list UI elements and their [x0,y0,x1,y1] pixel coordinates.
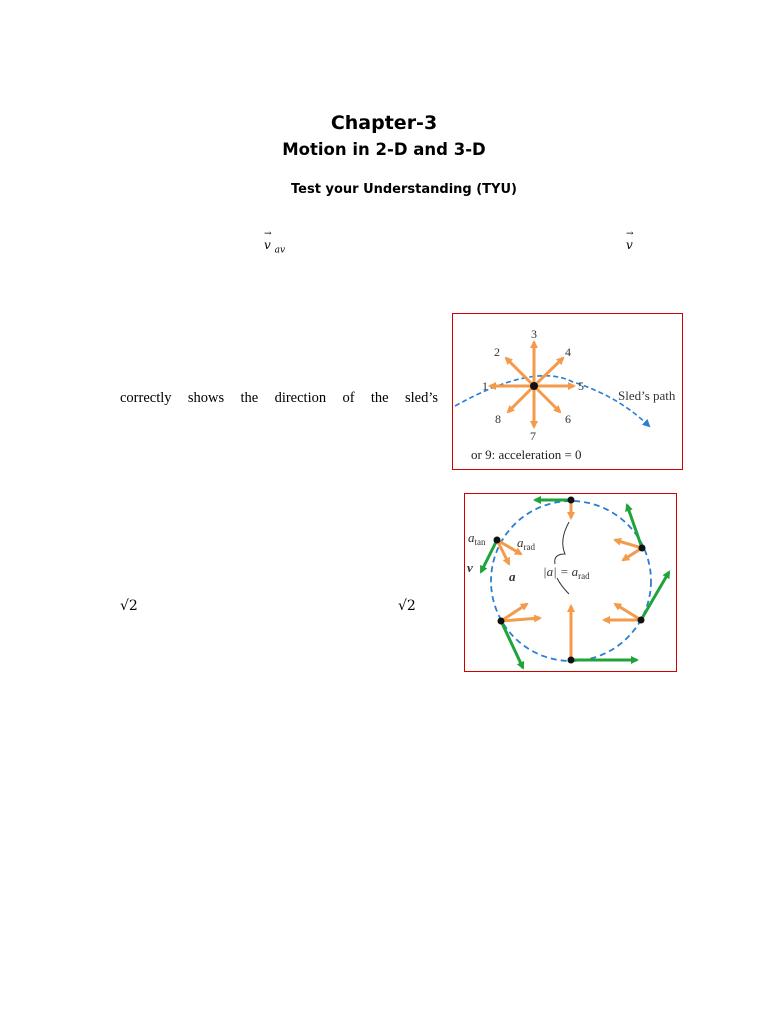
sqrt-two-left: √2 [120,598,138,614]
circular-figure-svg [465,494,676,671]
vav-base: v [264,238,271,252]
radial-arrow-right-top [615,540,642,548]
label-1: 1 [482,379,488,393]
average-velocity-symbol: → v $_{av}$ [264,229,286,256]
particle-right-bottom [638,617,645,624]
arrow-6 [534,386,560,412]
sled-dot [530,382,538,390]
acceleration-zero-caption: or 9: acceleration = 0 [471,447,582,462]
velocity-arrow-left-bottom [501,621,523,668]
label-2: 2 [494,345,500,359]
particle-right-top [639,545,646,552]
arrow-4 [534,358,563,386]
label-5: 5 [578,379,584,393]
velocity-arrow-right-bottom [641,572,669,620]
leader-line-top [555,522,569,564]
v-base: v [626,238,633,252]
sled-acceleration-figure [452,313,683,470]
a-tan-label: $a_{tan}$ [468,530,486,547]
particle-left-top [494,537,501,544]
v-vector-label: v [467,560,473,575]
velocity-symbol: → v [626,229,634,252]
a-rad-label: $a_{rad}$ [517,535,535,552]
magnitude-equation: $|a| = a_{rad}$ [543,564,590,581]
particle-top [568,497,575,504]
sled-path-label: Sled’s path [618,388,676,403]
sqrt-two-right: √2 [398,598,416,614]
circular-motion-figure [464,493,677,672]
arrow-8 [508,386,534,412]
label-3: 3 [531,327,537,341]
label-7: 7 [530,429,536,443]
particle-bottom [568,657,575,664]
a-vector-label: a [509,569,516,584]
section-title: Test your Understanding (TYU) [291,182,517,197]
sled-question-text: correctly shows the direction of the sled’s [120,390,438,406]
label-4: 4 [565,345,571,359]
particle-left-bottom [498,618,505,625]
sled-figure-svg [453,314,682,469]
radial-arrow-right-bottom [615,604,641,620]
chapter-subtitle: Motion in 2-D and 3-D [282,140,486,159]
leader-line-bottom [557,578,569,594]
label-6: 6 [565,412,571,426]
chapter-title: Chapter-3 [330,112,438,134]
vav-subscript: av [274,245,286,256]
label-8: 8 [495,412,501,426]
